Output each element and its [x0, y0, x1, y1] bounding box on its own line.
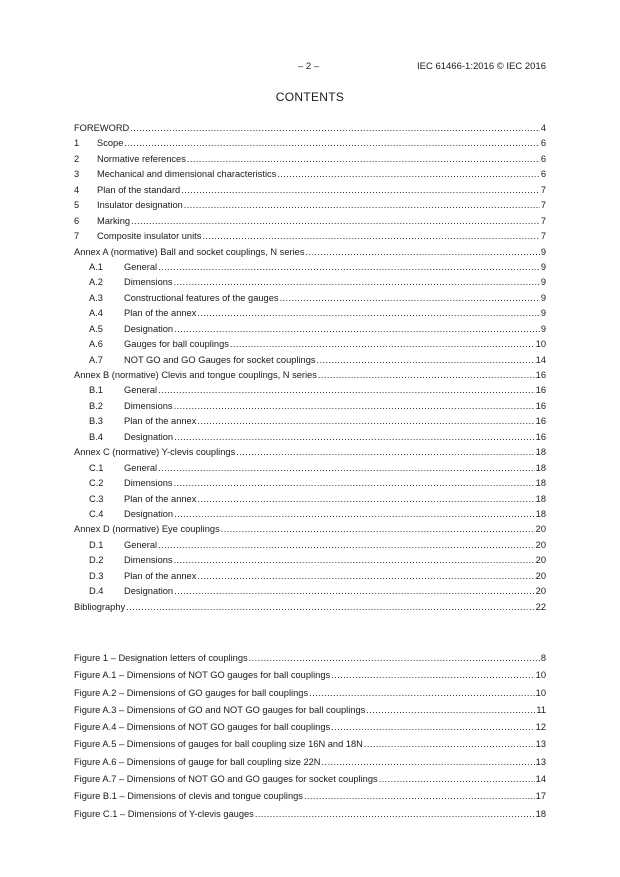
entry-number: C.4	[89, 508, 104, 519]
entry-number: A.1	[89, 261, 103, 272]
entry-number: A.6	[89, 339, 103, 350]
entry-number: D.1	[89, 539, 104, 550]
entry-title: Figure A.2 – Dimensions of GO gauges for ball couplings	[74, 687, 309, 698]
toc-entry[interactable]	[74, 121, 546, 136]
toc-entry[interactable]	[74, 291, 546, 306]
dot-leader	[174, 476, 535, 491]
entry-title: General	[124, 261, 158, 272]
dot-leader	[131, 214, 540, 229]
entry-page-number: 10	[535, 670, 546, 681]
entry-page-number: 7	[540, 184, 546, 195]
dot-leader	[174, 322, 540, 337]
entry-page-number: 18	[535, 493, 546, 504]
entry-title: General	[124, 462, 158, 473]
toc-entry[interactable]	[74, 229, 546, 244]
table-of-contents	[74, 121, 546, 615]
figure-entry[interactable]	[74, 754, 546, 771]
entry-title: Designation	[124, 508, 174, 519]
entry-number: 5	[74, 200, 80, 211]
entry-number: 4	[74, 184, 80, 195]
dot-leader	[197, 306, 539, 321]
toc-entry[interactable]	[74, 569, 546, 584]
entry-title: Designation	[124, 323, 174, 334]
entry-title: Plan of the annex	[124, 570, 197, 581]
entry-page-number: 7	[540, 215, 546, 226]
entry-page-number: 13	[535, 756, 546, 767]
entry-page-number: 10	[535, 339, 546, 350]
dot-leader	[236, 445, 534, 460]
entry-page-number: 18	[535, 462, 546, 473]
dot-leader	[249, 650, 540, 667]
entry-number: A.4	[89, 308, 103, 319]
dot-leader	[174, 275, 540, 290]
dot-leader	[309, 685, 535, 702]
entry-title: Figure A.6 – Dimensions of gauge for ball coupling size 22N	[74, 756, 321, 767]
dot-leader	[379, 771, 535, 788]
entry-number: B.2	[89, 400, 103, 411]
figure-entry[interactable]	[74, 702, 546, 719]
toc-entry[interactable]	[74, 275, 546, 290]
toc-entry[interactable]	[74, 136, 546, 151]
entry-title: Figure A.1 – Dimensions of NOT GO gauges for ball couplings	[74, 670, 331, 681]
dot-leader	[158, 383, 535, 398]
dot-leader	[331, 667, 535, 684]
toc-entry[interactable]	[74, 368, 546, 383]
toc-entry[interactable]	[74, 414, 546, 429]
entry-title: Normative references	[97, 153, 186, 164]
entry-number: B.1	[89, 385, 103, 396]
dot-leader	[174, 584, 535, 599]
entry-number: 3	[74, 169, 80, 180]
entry-page-number: 4	[540, 123, 546, 133]
dot-leader	[221, 522, 535, 537]
figure-entry[interactable]	[74, 771, 546, 788]
entry-number: 7	[74, 231, 80, 242]
dot-leader	[124, 136, 539, 151]
entry-number: 1	[74, 138, 80, 149]
entry-title: Figure B.1 – Dimensions of clevis and tongue couplings	[74, 791, 303, 802]
toc-entry[interactable]	[74, 399, 546, 414]
entry-title: Annex A (normative) Ball and socket couplings, N series	[74, 246, 305, 257]
toc-entry[interactable]	[74, 383, 546, 398]
toc-entry[interactable]	[74, 492, 546, 507]
entry-title: Figure A.4 – Dimensions of NOT GO gauges for ball couplings	[74, 722, 331, 733]
figure-entry[interactable]	[74, 667, 546, 684]
entry-page-number: 20	[535, 586, 546, 597]
entry-number: A.5	[89, 323, 103, 334]
entry-title: NOT GO and GO Gauges for socket couplings	[124, 354, 316, 365]
entry-page-number: 20	[535, 524, 546, 535]
entry-title: General	[124, 539, 158, 550]
entry-page-number: 18	[535, 808, 546, 819]
entry-title: Bibliography	[74, 601, 126, 612]
entry-title: Composite insulator units	[97, 231, 202, 242]
entry-title: Constructional features of the gauges	[124, 292, 279, 303]
entry-title: Plan of the standard	[97, 184, 181, 195]
entry-title: FOREWORD	[74, 123, 130, 133]
toc-entry[interactable]	[74, 522, 546, 537]
entry-page-number: 22	[535, 601, 546, 612]
entry-title: Annex D (normative) Eye couplings	[74, 524, 220, 535]
entry-number: A.3	[89, 292, 103, 303]
dot-leader	[280, 291, 540, 306]
entry-page-number: 7	[540, 231, 546, 242]
entry-page-number: 9	[540, 261, 546, 272]
toc-entry[interactable]	[74, 476, 546, 491]
figure-entry[interactable]	[74, 806, 546, 823]
toc-entry[interactable]	[74, 245, 546, 260]
entry-page-number: 16	[535, 400, 546, 411]
entry-page-number: 16	[535, 431, 546, 442]
entry-title: Dimensions	[124, 400, 173, 411]
entry-page-number: 9	[540, 323, 546, 334]
toc-entry[interactable]	[74, 337, 546, 352]
page-header	[74, 61, 546, 75]
dot-leader	[197, 414, 534, 429]
entry-page-number: 6	[540, 153, 546, 164]
page-number: – 2 –	[298, 61, 320, 72]
figure-entry[interactable]	[74, 685, 546, 702]
dot-leader	[331, 719, 535, 736]
entry-page-number: 13	[535, 739, 546, 750]
entry-page-number: 18	[535, 478, 546, 489]
list-of-figures	[74, 650, 546, 823]
toc-entry[interactable]	[74, 430, 546, 445]
dot-leader	[277, 167, 540, 182]
dot-leader	[304, 788, 535, 805]
entry-title: Annex B (normative) Clevis and tongue couplings, N series	[74, 370, 317, 380]
toc-entry[interactable]	[74, 584, 546, 599]
toc-entry[interactable]	[74, 600, 546, 615]
entry-title: Plan of the annex	[124, 493, 197, 504]
entry-title: Figure C.1 – Dimensions of Y-clevis gauges	[74, 808, 254, 819]
entry-number: B.4	[89, 431, 103, 442]
entry-title: Figure 1 – Designation letters of couplings	[74, 653, 248, 663]
entry-page-number: 20	[535, 555, 546, 566]
toc-entry[interactable]	[74, 445, 546, 460]
entry-page-number: 12	[535, 722, 546, 733]
dot-leader	[158, 538, 535, 553]
dot-leader	[202, 229, 539, 244]
entry-page-number: 16	[535, 416, 546, 427]
entry-number: D.4	[89, 586, 104, 597]
entry-page-number: 14	[535, 354, 546, 365]
toc-entry[interactable]	[74, 538, 546, 553]
entry-number: B.3	[89, 416, 103, 427]
toc-entry[interactable]	[74, 183, 546, 198]
dot-leader	[174, 399, 535, 414]
entry-page-number: 20	[535, 539, 546, 550]
dot-leader	[255, 806, 535, 823]
entry-page-number: 9	[540, 292, 546, 303]
entry-number: A.7	[89, 354, 103, 365]
entry-number: 6	[74, 215, 80, 226]
dot-leader	[197, 492, 534, 507]
dot-leader	[158, 461, 535, 476]
toc-entry[interactable]	[74, 306, 546, 321]
entry-title: Figure A.5 – Dimensions of gauges for ball coupling size 16N and 18N	[74, 739, 363, 750]
entry-number: 2	[74, 153, 80, 164]
entry-page-number: 9	[540, 308, 546, 319]
entry-title: Designation	[124, 431, 174, 442]
entry-page-number: 9	[540, 246, 546, 257]
dot-leader	[230, 337, 535, 352]
dot-leader	[322, 754, 535, 771]
toc-entry[interactable]	[74, 167, 546, 182]
toc-entry[interactable]	[74, 507, 546, 522]
entry-number: C.2	[89, 478, 104, 489]
entry-title: General	[124, 385, 158, 396]
dot-leader	[197, 569, 534, 584]
entry-page-number: 11	[536, 704, 546, 715]
toc-entry[interactable]	[74, 152, 546, 167]
toc-entry[interactable]	[74, 461, 546, 476]
entry-title: Dimensions	[124, 478, 173, 489]
dot-leader	[130, 121, 540, 136]
dot-leader	[366, 702, 535, 719]
entry-title: Mechanical and dimensional characteristics	[97, 169, 277, 180]
entry-page-number: 20	[535, 570, 546, 581]
dot-leader	[318, 368, 535, 383]
entry-title: Scope	[97, 138, 124, 149]
toc-entry[interactable]	[74, 198, 546, 213]
figure-entry[interactable]	[74, 736, 546, 753]
dot-leader	[305, 245, 539, 260]
entry-page-number: 9	[540, 277, 546, 288]
entry-page-number: 16	[535, 385, 546, 396]
dot-leader	[158, 260, 540, 275]
entry-page-number: 14	[535, 774, 546, 785]
dot-leader	[317, 353, 535, 368]
entry-number: D.2	[89, 555, 104, 566]
entry-number: C.3	[89, 493, 104, 504]
toc-entry[interactable]	[74, 322, 546, 337]
entry-title: Marking	[97, 215, 131, 226]
entry-page-number: 18	[535, 447, 546, 458]
entry-number: A.2	[89, 277, 103, 288]
entry-page-number: 18	[535, 508, 546, 519]
entry-page-number: 17	[535, 791, 546, 802]
entry-title: Figure A.7 – Dimensions of NOT GO and GO gauges for socket couplings	[74, 774, 378, 785]
dot-leader	[181, 183, 540, 198]
entry-page-number: 6	[540, 138, 546, 149]
entry-title: Annex C (normative) Y-clevis couplings	[74, 447, 236, 458]
dot-leader	[174, 553, 535, 568]
entry-page-number: 6	[540, 169, 546, 180]
dot-leader	[126, 600, 534, 615]
dot-leader	[184, 198, 540, 213]
entry-title: Designation	[124, 586, 174, 597]
figure-entry[interactable]	[74, 719, 546, 736]
page-title: CONTENTS	[275, 90, 345, 104]
toc-entry[interactable]	[74, 260, 546, 275]
figure-entry[interactable]	[74, 788, 546, 805]
dot-leader	[364, 736, 535, 753]
entry-title: Plan of the annex	[124, 416, 197, 427]
entry-title: Dimensions	[124, 555, 173, 566]
entry-page-number: 10	[535, 687, 546, 698]
toc-entry[interactable]	[74, 214, 546, 229]
toc-entry[interactable]	[74, 553, 546, 568]
dot-leader	[174, 430, 535, 445]
entry-number: D.3	[89, 570, 104, 581]
entry-page-number: 7	[540, 200, 546, 211]
dot-leader	[174, 507, 535, 522]
entry-number: C.1	[89, 462, 104, 473]
entry-page-number: 8	[540, 653, 546, 663]
entry-title: Figure A.3 – Dimensions of GO and NOT GO gauges for ball couplings	[74, 704, 366, 715]
dot-leader	[187, 152, 540, 167]
figure-entry[interactable]	[74, 650, 546, 667]
document-reference: IEC 61466-1:2016 © IEC 2016	[416, 61, 546, 72]
entry-page-number: 16	[535, 370, 546, 380]
entry-title: Gauges for ball couplings	[124, 339, 229, 350]
entry-title: Dimensions	[124, 277, 173, 288]
toc-entry[interactable]	[74, 353, 546, 368]
entry-title: Plan of the annex	[124, 308, 197, 319]
entry-title: Insulator designation	[97, 200, 183, 211]
